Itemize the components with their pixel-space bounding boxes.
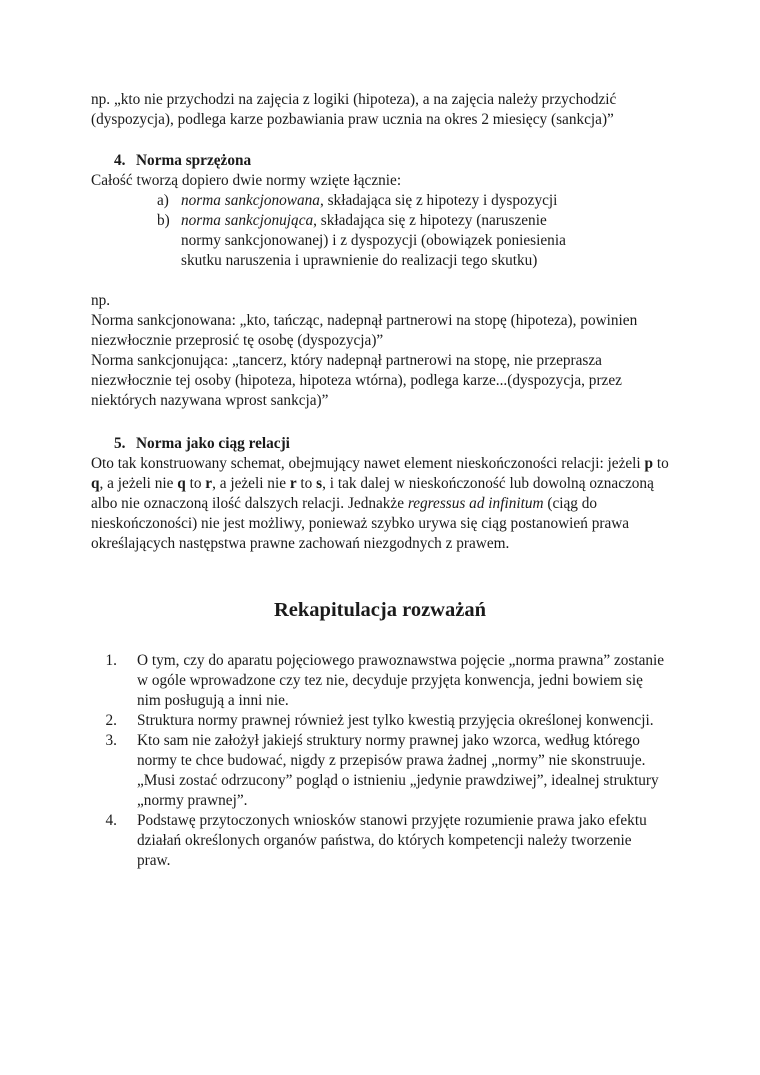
- sub-item-text: , składająca się z hipotezy (naruszenie normy sankcjonowanej) i z dyspozycji (obowiązek poniesienia skutku naruszenia i uprawnienie do realizacji tego skutku): [181, 212, 566, 269]
- sub-item-text: , składająca się z hipotezy i dyspozycji: [319, 192, 558, 209]
- section-5-title: Norma jako ciąg relacji: [136, 435, 290, 452]
- section-4-lead: Całość tworzą dopiero dwie normy wzięte łącznie:: [91, 172, 402, 189]
- sub-item-term: norma sankcjonowana: [181, 192, 320, 209]
- section-4-number: 4.: [114, 152, 126, 169]
- section-5-number: 5.: [114, 435, 126, 452]
- section-5-heading: [91, 434, 681, 454]
- list-item: 2. Struktura normy prawnej również jest tylko kwestią przyjęcia określonej konwencji.: [105, 712, 654, 729]
- list-item: 1. O tym, czy do aparatu pojęciowego prawoznawstwa pojęcie „norma prawna” zostanie w ogóle wprowadzone czy tez nie, decyduje przyjęta konwencja, jedni bowiem się nim posługują a inni nie.: [105, 652, 665, 709]
- section-4-heading: [91, 151, 681, 171]
- list-item: 4. Podstawę przytoczonych wniosków stanowi przyjęte rozumienie prawa jako efektu działań określonych organów państwa, do których kompetencji należy tworzenie praw.: [105, 812, 647, 869]
- example-label: np.: [91, 292, 111, 309]
- example-sanctioned: Norma sankcjonowana: „kto, tańcząc, nadepnął partnerowi na stopę (hipoteza), powinien niezwłocznie przeprosić tę osobę (dyspozycja)”: [91, 312, 638, 349]
- section-4: [91, 151, 681, 411]
- sub-item-label: b): [157, 212, 170, 229]
- sub-item-label: a): [157, 192, 169, 209]
- sub-item-a: [157, 191, 582, 211]
- sub-item-b: [157, 211, 582, 271]
- section-5: [91, 434, 681, 554]
- section-4-title: Norma sprzężona: [136, 152, 252, 169]
- intro-paragraph: np. „kto nie przychodzi na zajęcia z logiki (hipoteza), a na zajęcia należy przychodzić (dyspozycja), podlega karze pozbawiania praw ucznia na okres 2 miesięcy (sankcja)”: [91, 91, 617, 128]
- example-sanctioning: Norma sankcjonująca: „tancerz, który nadepnął partnerowi na stopę, nie przeprasza niezwłocznie tej osoby (hipoteza, hipoteza wtórna), podlega karze...(dyspozycja, przez niektórych nazywana wprost sankcja)”: [91, 352, 622, 409]
- recap-title: Rekapitulacja rozważań: [273, 599, 486, 621]
- recap-list: [91, 651, 666, 871]
- list-item: 3. Kto sam nie założył jakiejś struktury normy prawnej jako wzorca, według którego normy te chce budować, nigdy z przepisów prawa żadnej „normy” nie skonstruuje. „Musi zostać odrzucony” pogląd o istnieniu „jedynie prawdziwej”, idealnej struktury „normy prawnej”.: [105, 732, 659, 809]
- section-5-paragraph: Oto tak konstruowany schemat, obejmujący nawet element nieskończoności relacji: jeżeli p to q, a jeżeli nie q to r, a jeżeli nie r to s, i tak dalej w nieskończoność lub dowolną oznaczoną albo nie oznaczoną ilość dalszych relacji. Jednakże regressus ad infinitum (ciąg do nieskończoności) nie jest możliwy, ponieważ szybko urywa się ciąg postanowień prawa określających następstwa prawne zachowań niezgodnych z prawem.: [91, 455, 669, 552]
- sub-item-term: norma sankcjonująca: [181, 212, 314, 229]
- sub-list: [91, 191, 582, 271]
- recap-section: [91, 651, 666, 871]
